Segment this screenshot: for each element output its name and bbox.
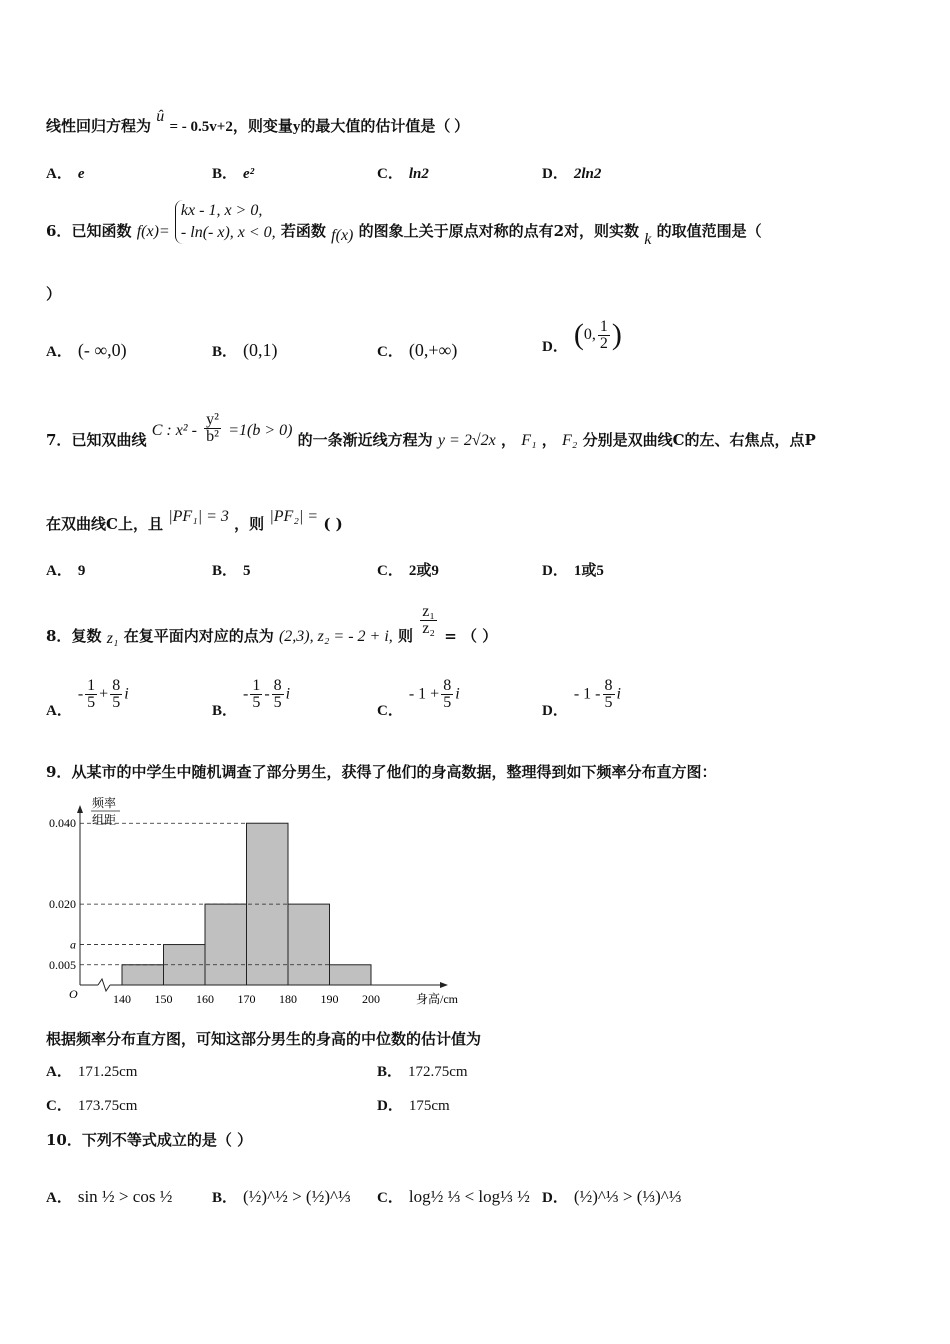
q9-option-c-text: 173.75cm (77, 1098, 138, 1114)
q9-option-d-text: 175cm (408, 1098, 450, 1114)
q6-piecewise (175, 200, 276, 244)
q7-text-d: 分别是双曲线C的左、右焦点，点P (582, 430, 816, 449)
q7-option-d[interactable] (542, 559, 604, 580)
q6-option-c-text: (0,+∞) (408, 340, 458, 360)
histogram-chart (40, 795, 480, 1015)
q10-option-a-label: A． (46, 1190, 72, 1206)
q8-frac-num: z₁ (422, 603, 435, 620)
q8-frac-den: z₂ (422, 620, 435, 637)
q7-pf1: |PF₁| = 3 (168, 508, 229, 525)
q7-text-c: ， (500, 430, 516, 449)
q7-line2-c: ( ) (323, 515, 343, 533)
q8-option-a-n2: 8 (112, 677, 121, 694)
q5-option-d-label: D． (542, 166, 568, 182)
q8-option-d-n2: 8 (604, 677, 613, 694)
q7-curve-frac-num: y² (206, 411, 219, 428)
q6-option-d-pre: 0, (583, 326, 596, 343)
q10-option-d[interactable] (542, 1186, 682, 1207)
histogram-bar-190-200 (330, 965, 372, 985)
x-tick-label-200: 200 (362, 992, 380, 1006)
q9-option-a-label: A． (46, 1064, 72, 1080)
q8-option-c[interactable] (377, 677, 460, 719)
q8-option-c-label: C． (377, 702, 403, 719)
q9-stem (46, 761, 716, 782)
x-tick-label-190: 190 (320, 992, 339, 1006)
q9-option-c[interactable] (46, 1094, 137, 1115)
q5-option-d-text: 2ln2 (573, 166, 602, 182)
x-tick-label-140: 140 (113, 992, 131, 1006)
q8-option-b-n1: 1 (252, 677, 261, 694)
q7-asymptote: y = 2√2x (437, 431, 496, 449)
q9-option-a-text: 171.25cm (77, 1064, 138, 1080)
q8-option-d-frac (603, 678, 615, 711)
q7-curve-frac (204, 412, 221, 445)
q9-stem-text: 从某市的中学生中随机调查了部分男生，获得了他们的身高数据，整理得到如下频率分布直方图： (71, 763, 717, 781)
q8-text-a: 复数 (71, 626, 102, 645)
q9-option-c-label: C． (46, 1098, 72, 1114)
q10-option-a-text: sin ½ > cos ½ (77, 1187, 173, 1206)
q10-stem-text: 下列不等式成立的是（ ） (81, 1131, 253, 1149)
q7-option-b-label: B． (212, 563, 238, 579)
q5-option-c-label: C． (377, 166, 403, 182)
q6-number: 6． (46, 222, 72, 240)
q10-stem (46, 1129, 252, 1150)
q8-option-b-d1: 5 (252, 694, 261, 711)
q5-option-d[interactable] (542, 162, 601, 183)
q8-option-d-label: D． (542, 702, 568, 719)
q7-option-c[interactable] (377, 559, 439, 580)
q7-option-c-label: C． (377, 563, 403, 579)
q10-option-a[interactable] (46, 1186, 172, 1207)
q10-option-c-text: log½ ⅓ < log⅓ ½ (408, 1187, 530, 1206)
q5-option-b-label: B． (212, 166, 238, 182)
y-tick-label-3: 0.040 (49, 816, 76, 831)
q5-stem-eq: = - 0.5v+2，则变量y的最大值的估计值是（ ） (169, 119, 470, 135)
q7-option-a-text: 9 (77, 563, 86, 579)
x-tick-label-160: 160 (196, 992, 214, 1006)
q7-option-d-text: 1或5 (573, 563, 604, 579)
q10-option-d-label: D． (542, 1190, 568, 1206)
q8-option-a-frac1 (85, 678, 97, 711)
q6-option-b[interactable] (212, 340, 278, 361)
q6-option-d[interactable] (542, 317, 622, 355)
q5-stem (46, 108, 470, 136)
q8-option-b-d2: 5 (273, 694, 282, 711)
y-axis-arrow (77, 805, 83, 813)
y-label-top: 频率 (92, 796, 117, 810)
q5-option-a-text: e (77, 166, 85, 182)
q5-option-a[interactable] (46, 162, 85, 183)
q6-func-2: f(x) (331, 227, 354, 244)
q9-option-d-label: D． (377, 1098, 403, 1114)
q6-var-k: k (644, 231, 652, 248)
q6-option-d-label: D． (542, 339, 568, 355)
q8-option-c-pre: - 1 + (408, 685, 440, 703)
q8-text-b: 在复平面内对应的点为 (123, 626, 274, 645)
q7-stem-line2 (46, 505, 343, 533)
q8-option-b-mid: - (264, 685, 270, 703)
q6-text-a: 已知函数 (71, 222, 132, 240)
q8-option-c-n2: 8 (443, 677, 452, 694)
q8-option-a-n1: 1 (87, 677, 96, 694)
q8-option-d-pre: - 1 - (573, 685, 601, 703)
q6-func: f(x)= (136, 223, 170, 240)
q9-after-text: 根据频率分布直方图，可知这部分男生的身高的中位数的估计值为 (46, 1030, 482, 1048)
origin-label: O (69, 987, 78, 1001)
q6-option-b-text: (0,1) (243, 340, 278, 360)
q6-option-a[interactable] (46, 340, 127, 361)
histogram-bar-140-150 (122, 965, 164, 985)
q7-option-d-label: D． (542, 563, 568, 579)
q6-piece-2: - ln(- x), x < 0, (180, 224, 276, 241)
y-tick-label-2: 0.020 (49, 897, 76, 912)
q6-option-b-label: B． (212, 344, 238, 360)
x-axis-label: 身高/cm (416, 992, 458, 1006)
q6-option-a-label: A． (46, 344, 72, 360)
histogram-bar-160-170 (205, 904, 247, 985)
q6-text-b: 若函数 (280, 222, 326, 240)
q7-f2: F₂ (562, 431, 578, 449)
q8-option-d-post: i (616, 685, 621, 703)
q7-curve-pre: C : x² - (151, 421, 197, 439)
q8-option-d-d2: 5 (604, 694, 613, 711)
q5-option-b[interactable] (212, 162, 254, 183)
q8-option-a-d2: 5 (112, 694, 121, 711)
histogram-bar-150-160 (164, 945, 206, 985)
q10-option-b-text: (½)^½ > (½)^⅓ (243, 1187, 351, 1206)
q7-option-b[interactable] (212, 559, 251, 580)
q5-option-c[interactable] (377, 162, 429, 183)
q6-stem (46, 200, 762, 250)
q10-option-b-label: B． (212, 1190, 238, 1206)
q7-option-a-label: A． (46, 563, 72, 579)
q8-option-c-d2: 5 (443, 694, 452, 711)
x-tick-label-150: 150 (154, 992, 173, 1006)
q7-text-b: 的一条渐近线方程为 (297, 430, 433, 449)
q8-option-c-frac (441, 678, 453, 711)
histogram-svg (40, 795, 480, 1015)
q8-option-a-d1: 5 (87, 694, 96, 711)
q6-option-d-lparen: ( (573, 318, 584, 351)
q6-close-paren: ） (46, 285, 62, 303)
q6-option-d-rparen: ) (611, 318, 622, 351)
q8-option-b-post: i (285, 685, 291, 703)
q10-option-c[interactable] (377, 1186, 530, 1207)
axis-break (98, 979, 110, 991)
q6-option-d-frac-den: 2 (599, 334, 608, 352)
q9-option-d[interactable] (377, 1094, 450, 1115)
q9-option-b-label: B． (377, 1064, 403, 1080)
q8-option-b-n2: 8 (273, 677, 282, 694)
q8-z1: z₁ (106, 629, 119, 647)
q5-option-b-text: e² (243, 166, 255, 182)
q6-text-c: 的图象上关于原点对称的点有2对，则实数 (358, 222, 640, 240)
q7-f1: F₁ (521, 431, 537, 449)
q10-number: 10． (46, 1131, 82, 1149)
q6-text-d: 的取值范围是（ (656, 222, 762, 240)
histogram-bar-180-190 (288, 904, 330, 985)
q8-option-b-label: B． (212, 702, 238, 719)
q5-stem-hat: û (156, 108, 165, 125)
q8-option-a-pre: - (77, 685, 84, 703)
q7-option-c-text: 2或9 (408, 563, 439, 579)
q7-line2-b: ，则 (234, 515, 265, 533)
q8-option-a-post: i (124, 685, 129, 703)
q8-option-a[interactable] (46, 677, 129, 719)
q9-number: 9． (46, 763, 72, 781)
y-tick-label-1: a (70, 937, 76, 952)
q9-option-b[interactable] (377, 1060, 468, 1081)
q8-option-b-frac1 (250, 678, 262, 711)
q6-option-a-text: (- ∞,0) (77, 340, 127, 360)
q7-option-a[interactable] (46, 559, 85, 580)
q7-curve-post: =1(b > 0) (228, 421, 293, 439)
x-axis-arrow (440, 982, 448, 988)
q10-option-d-text: (½)^⅓ > (⅓)^⅓ (573, 1187, 682, 1206)
q6-option-c-label: C． (377, 344, 403, 360)
q6-option-d-frac-num: 1 (599, 317, 608, 335)
q5-option-a-label: A． (46, 166, 72, 182)
q7-number: 7． (46, 430, 72, 449)
q8-point: (2,3), z₂ = - 2 + i, (278, 627, 393, 645)
q8-option-b[interactable] (212, 677, 291, 719)
q6-piece-1: kx - 1, x > 0, (180, 202, 263, 219)
x-tick-label-180: 180 (279, 992, 297, 1006)
q8-option-b-pre: - (243, 685, 249, 703)
q8-stem (46, 594, 498, 647)
x-ticks-group (113, 992, 380, 1006)
q7-option-b-text: 5 (243, 563, 251, 579)
q8-option-c-post: i (455, 685, 460, 703)
q8-text-d: = （ ） (444, 626, 498, 645)
q10-option-c-label: C． (377, 1190, 403, 1206)
q8-frac (420, 604, 437, 637)
q6-option-c[interactable] (377, 340, 457, 361)
x-tick-label-170: 170 (237, 992, 256, 1006)
q6-option-d-frac (598, 319, 610, 352)
q7-pf2: |PF₂| = (269, 508, 319, 525)
q9-option-a[interactable] (46, 1060, 137, 1081)
q8-option-a-frac2 (110, 678, 122, 711)
q7-stem (46, 402, 816, 452)
q10-option-b[interactable] (212, 1186, 351, 1207)
q7-curve-frac-den: b² (206, 428, 219, 445)
q5-stem-prefix: 线性回归方程为 (46, 117, 152, 135)
q9-option-b-text: 172.75cm (408, 1064, 468, 1080)
q8-option-a-mid: + (99, 685, 109, 703)
q8-option-d[interactable] (542, 677, 621, 719)
q7-line2-a: 在双曲线C上，且 (46, 515, 163, 533)
q8-number: 8． (46, 626, 72, 645)
histogram-bar-170-180 (247, 823, 289, 985)
y-label-bottom: 组距 (92, 813, 117, 827)
q8-text-c: 则 (398, 626, 414, 645)
q8-option-a-label: A． (46, 702, 72, 719)
q7-text-c2: ， (541, 430, 557, 449)
y-tick-label-0: 0.005 (49, 957, 76, 972)
y-ticks-group (49, 816, 76, 972)
q8-option-b-frac2 (272, 678, 284, 711)
q5-option-c-text: ln2 (408, 166, 429, 182)
q7-text-a: 已知双曲线 (71, 430, 147, 449)
